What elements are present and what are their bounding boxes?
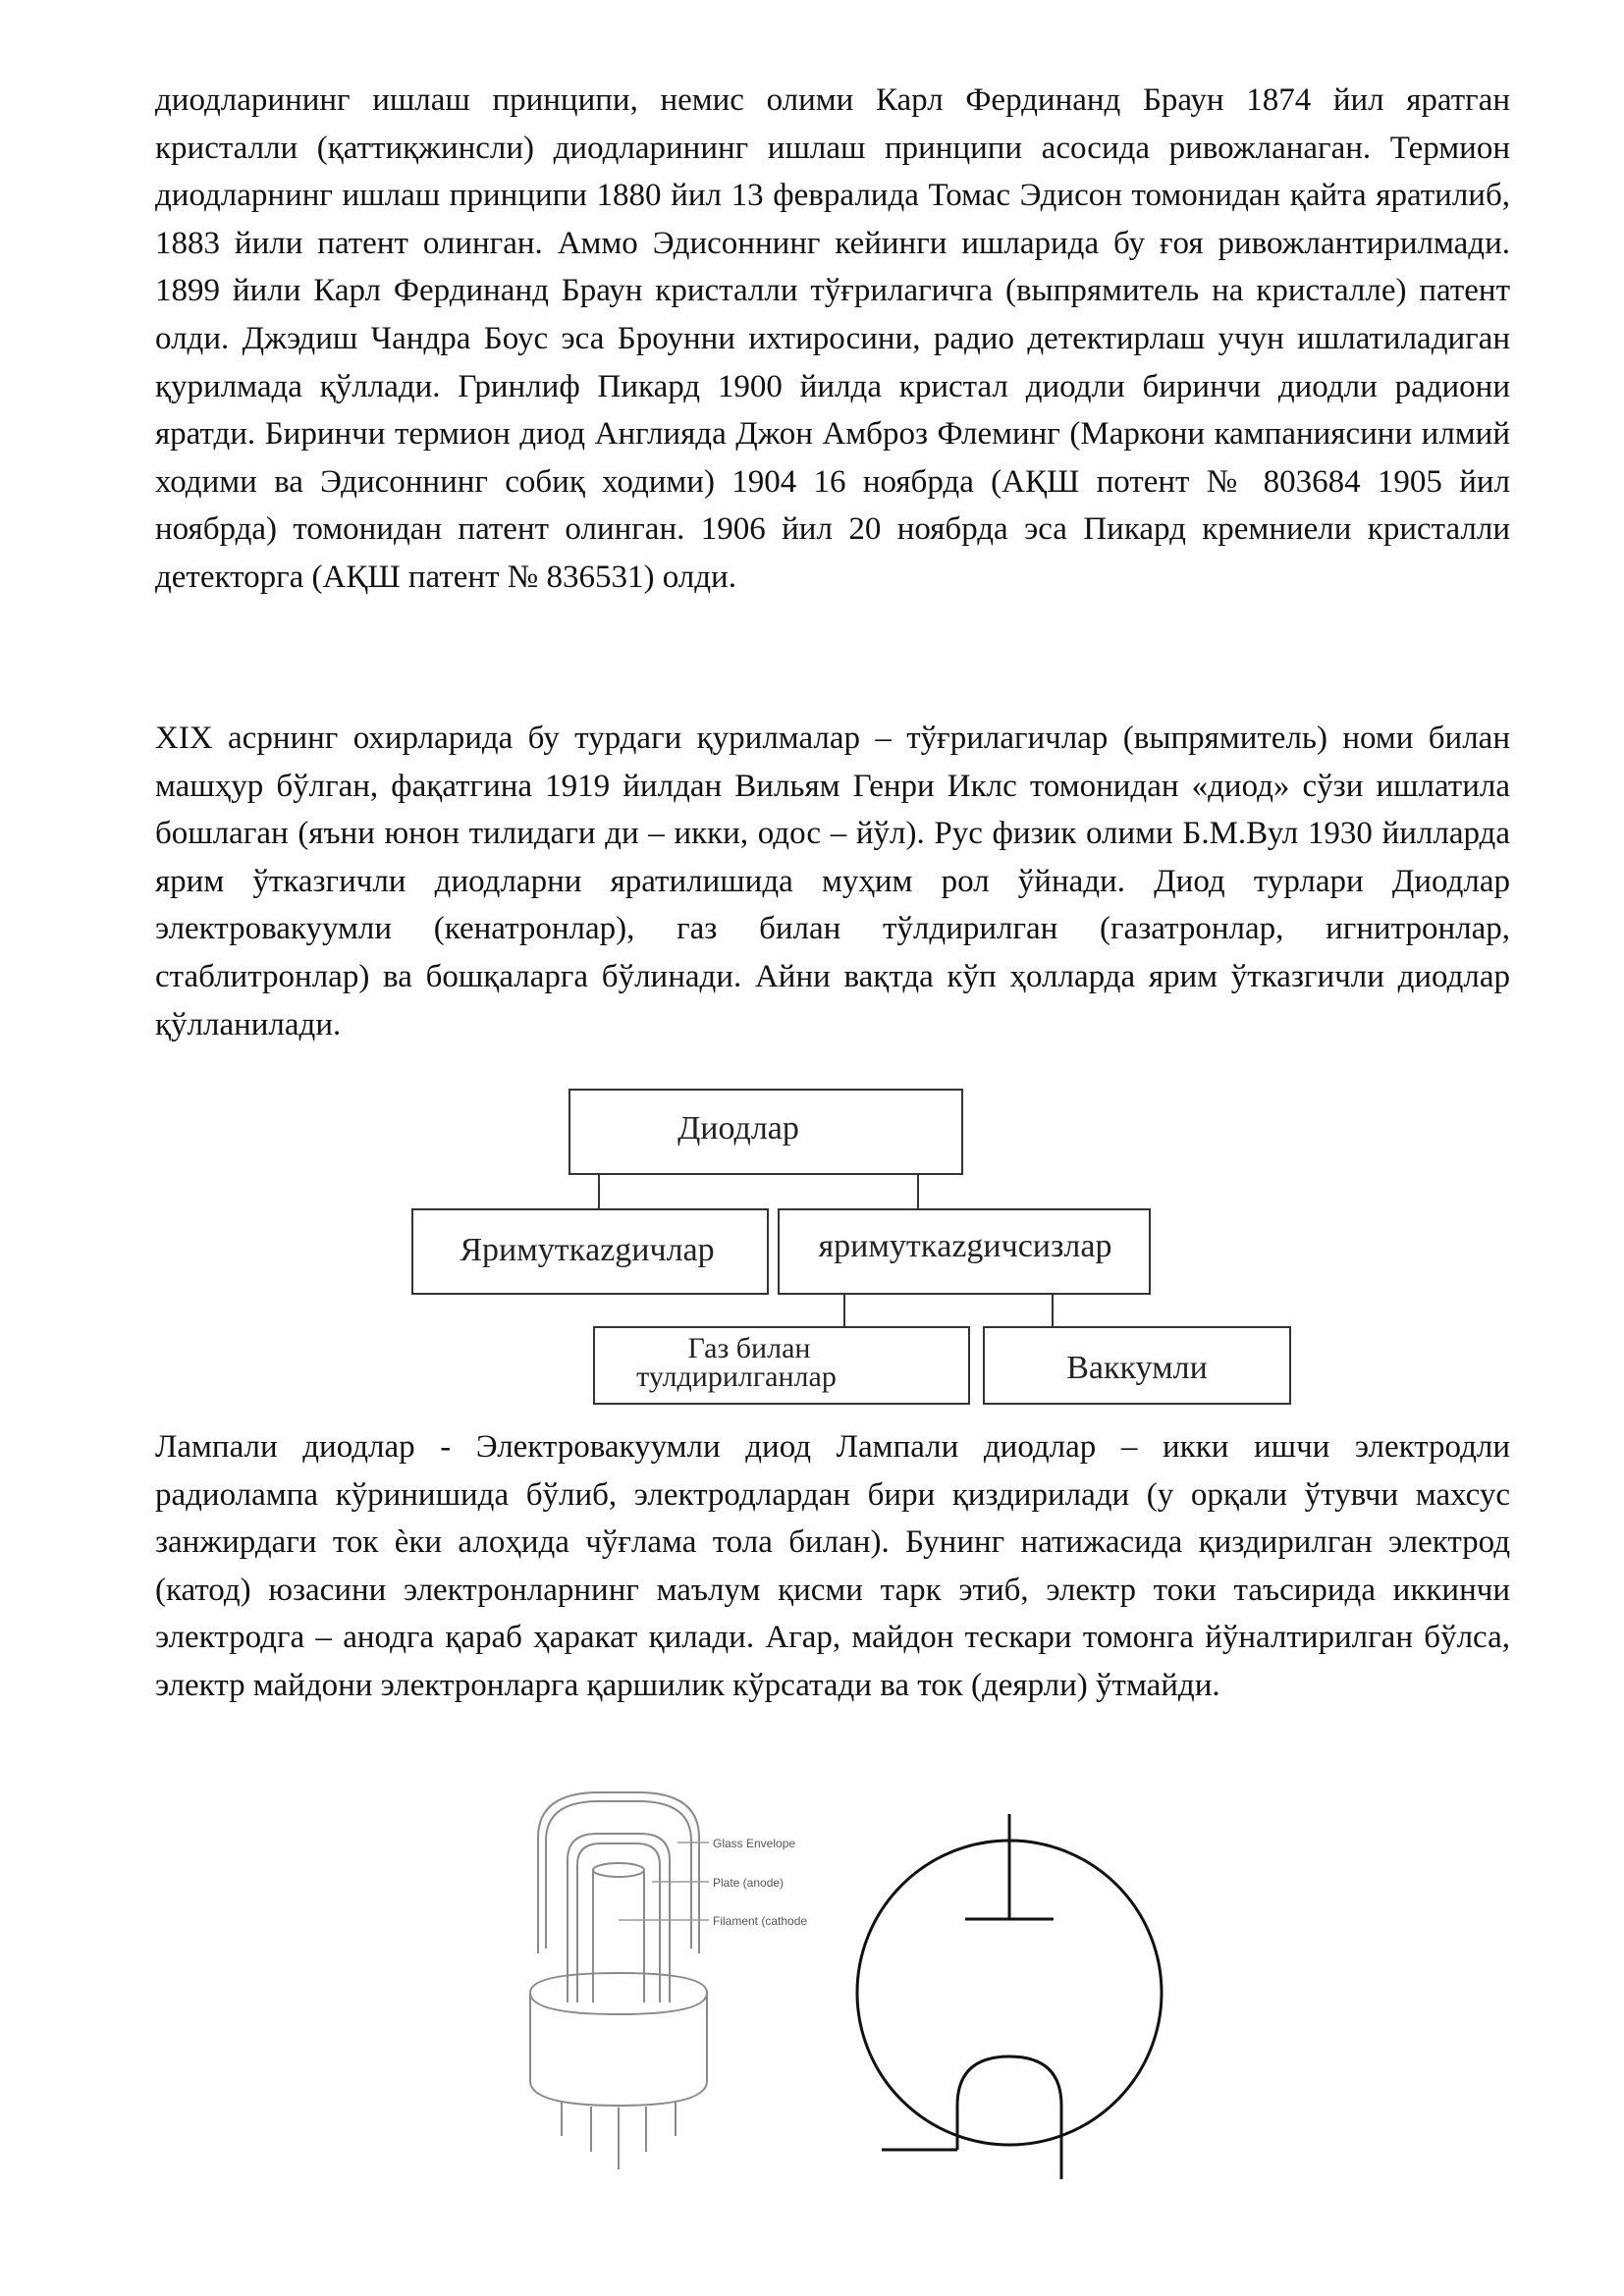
tree-gas-label-line2: тулдирилганлар [636, 1361, 837, 1393]
label-filament-cathode: Filament (cathode [713, 1914, 808, 1928]
tree-left-label: Яримуткazgичлар [460, 1232, 715, 1268]
tree-vacuum-label: Ваккумли [1066, 1350, 1208, 1386]
vacuum-tube-illustration [530, 1792, 707, 2169]
tree-root-label: Диодлар [677, 1110, 799, 1147]
paragraph-tube-diodes: Лампали диодлар - Электровакуумли диод Лампали диодлар – икки ишчи электродли радиолампа кўринишида бўлиб, электродлардан бири қиздирилади (у орқали ўтувчи махсус занжирдаги ток ѐки алоҳида чўғлама тола билан). Бунинг натижасида қиздирилган электрод (катод) юзасини электронларнинг маълум қисми тарк этиб, электр токи таъсирида иккинчи электродга – анодга қараб ҳаракат қилади. Агар, майдон тескари томонга йўналтирилган бўлса, электр майдони электронларга қаршилик кўрсатади ва ток (деярли) ўтмайди. [155, 1429, 1510, 1703]
vacuum-diode-symbol [857, 1814, 1162, 2179]
paragraph-diode-types: XIX асрнинг охирларида бу турдаги қурилмалар – тўғрилагичлар (выпрямитель) номи билан машҳур бўлган, фақатгина 1919 йилдан Вильям Генри Иклс томонидан «диод» сўзи ишлатила бошлаган (яъни юнон тилидаги ди – икки, одос – йўл). Рус физик олими Б.М.Вул 1930 йилларда ярим ўтказгичли диодларни яратилишида муҳим рол ўйнади. Диод турлари Диодлар электровакуумли (кенатронлар), газ билан тўлдирилган (газатронлар, игнитронлар, стаблитронлар) ва бошқаларга бўлинади. Айни вақтда кўп ҳолларда ярим ўтказгичли диодлар қўлланилади. [155, 721, 1510, 1042]
tree-right-label: яримуткazgичсизлар [818, 1228, 1112, 1264]
label-glass-envelope: Glass Envelope [713, 1837, 796, 1850]
tree-gas-label-line1: Газ билан [687, 1332, 811, 1364]
label-plate-anode: Plate (anode) [713, 1876, 785, 1890]
paragraph-history: диодларининг ишлаш принципи, немис олими Карл Фердинанд Браун 1874 йил яратган кристалли (қаттиқжинсли) диодларининг ишлаш принципи асосида ривожланаган. Термион диодларнинг ишлаш принципи 1880 йил 13 февралида Томас Эдисон томонидан қайта яратилиб, 1883 йили патент олинган. Аммо Эдисоннинг кейинги ишларида бу ғоя ривожлантирилмади. 1899 йили Карл Фердинанд Браун кристалли тўғрилагичга (выпрямитель на кристалле) патент олди. Джэдиш Чандра Боус эса Броунни ихтиросини, радио детектирлаш учун ишлатиладиган қурилмада қўллади. Гринлиф Пикард 1900 йилда кристал диодли биринчи диодли радиони яратди. Биринчи термион диод Англияда Джон Амброз Флеминг (Маркони кампаниясини илмий ходими ва Эдисоннинг собиқ ходими) 1904 16 ноябрда (АҚШ потент № 803684 1905 йил ноябрда) томонидан патент олинган. 1906 йил 20 ноябрда эса Пикард кремниели кристалли детекторга (АҚШ патент № 836531) олди. [155, 82, 1510, 595]
